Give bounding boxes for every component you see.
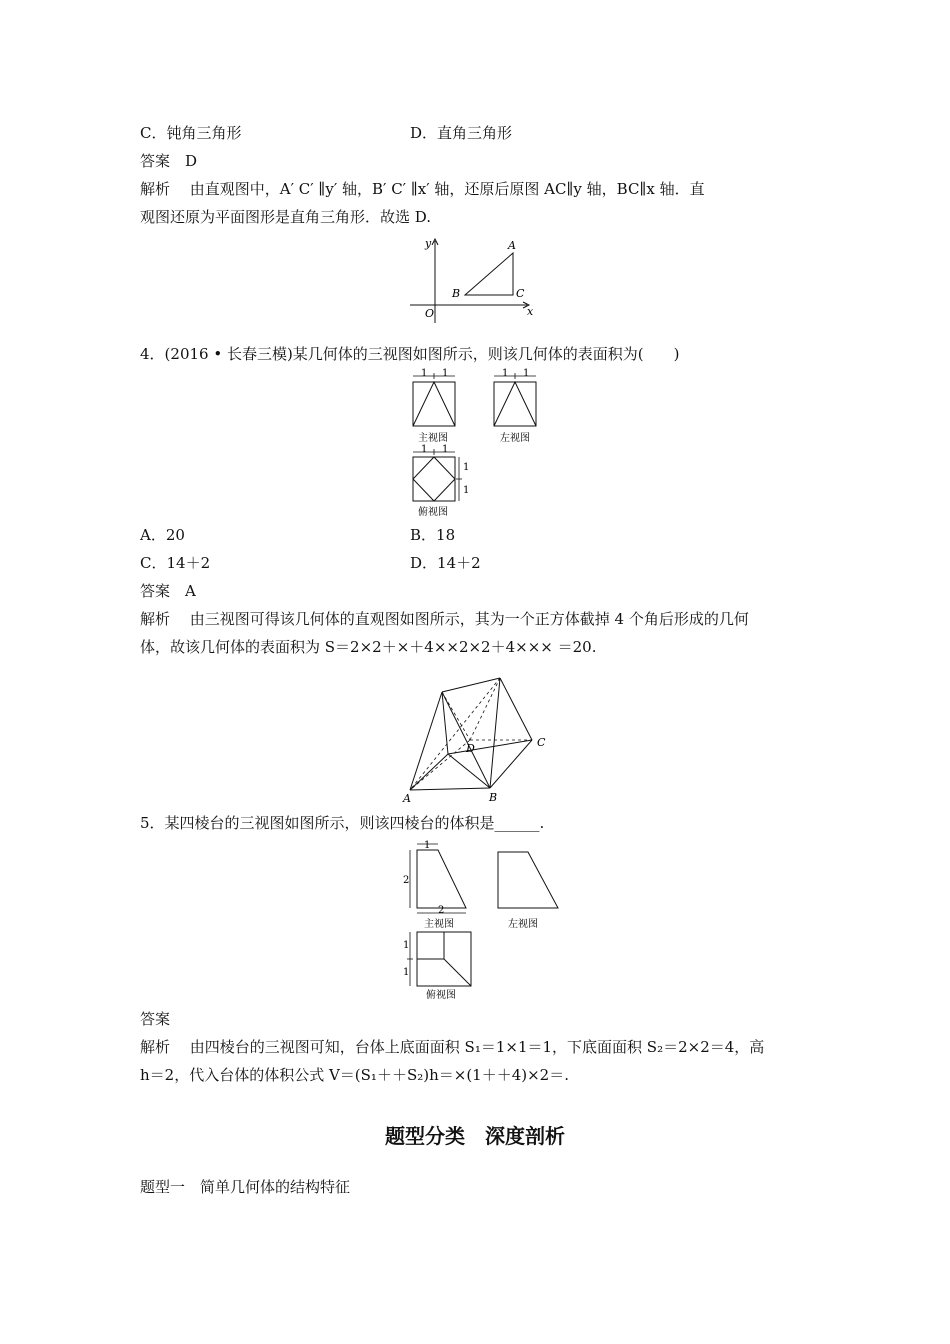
dim-label: 1 bbox=[424, 840, 431, 851]
axis-x-label: x bbox=[527, 305, 534, 318]
analysis-line: 解析 由三视图可得该几何体的直观图如图所示，其为一个正方体截掉 4 个角后形成的几何 bbox=[140, 610, 749, 628]
right-triangle-figure bbox=[405, 235, 545, 325]
axis-y-label: y bbox=[425, 237, 432, 250]
vertex-b-label: B bbox=[452, 287, 461, 300]
dim-label: 2 bbox=[403, 875, 410, 886]
analysis-line: 体，故该几何体的表面积为 S＝2×2＋×＋4××2×2＋4××× ＝20. bbox=[140, 638, 597, 656]
vertex-b-label: B bbox=[489, 791, 498, 804]
option-c: C．钝角三角形 bbox=[140, 124, 242, 142]
frustum-views-figure bbox=[400, 838, 570, 1003]
dim-label: 1 bbox=[421, 368, 428, 379]
vertex-a-label: A bbox=[403, 792, 411, 805]
option-d: D．直角三角形 bbox=[410, 124, 513, 142]
front-view-caption: 主视图 bbox=[424, 919, 454, 930]
top-view-caption: 俯视图 bbox=[418, 507, 448, 518]
vertex-a-label: A bbox=[508, 239, 516, 252]
dim-label: 1 bbox=[523, 368, 530, 379]
topic-title: 题型一 简单几何体的结构特征 bbox=[140, 1178, 351, 1196]
side-view-caption: 左视图 bbox=[508, 919, 538, 930]
option-c: C．14＋2 bbox=[140, 554, 211, 572]
dim-label: 1 bbox=[421, 444, 428, 455]
dim-label: 1 bbox=[403, 940, 410, 951]
front-view-caption: 主视图 bbox=[418, 433, 448, 444]
section-heading: 题型分类 深度剖析 bbox=[385, 1124, 565, 1148]
vertex-c-label: C bbox=[537, 736, 546, 749]
side-view-caption: 左视图 bbox=[500, 433, 530, 444]
answer: 答案 bbox=[140, 1010, 171, 1028]
answer: 答案 D bbox=[140, 152, 198, 170]
answer: 答案 A bbox=[140, 582, 196, 600]
dim-label: 1 bbox=[442, 368, 449, 379]
vertex-c-label: C bbox=[516, 287, 525, 300]
dim-label: 1 bbox=[403, 967, 410, 978]
vertex-d-label: D bbox=[466, 742, 475, 755]
dim-label: 1 bbox=[463, 462, 470, 473]
solid-figure bbox=[400, 670, 560, 805]
analysis-line: h＝2，代入台体的体积公式 V＝(S₁＋＋S₂)h＝×(1＋＋4)×2＝. bbox=[140, 1066, 569, 1084]
analysis-line: 解析 由直观图中，A′ C′ ∥y′ 轴，B′ C′ ∥x′ 轴，还原后原图 AC∥y 轴，BC∥x 轴．直 bbox=[140, 180, 705, 198]
option-b: B．18 bbox=[410, 526, 456, 544]
question-stem: 4．(2016 • 长春三模)某几何体的三视图如图所示，则该几何体的表面积为( ) bbox=[140, 345, 680, 363]
origin-label: O bbox=[425, 307, 435, 320]
analysis-line: 解析 由四棱台的三视图可知，台体上底面面积 S₁＝1×1＝1，下底面面积 S₂＝2×2＝4，高 bbox=[140, 1038, 765, 1056]
dim-label: 1 bbox=[442, 444, 449, 455]
top-view-caption: 俯视图 bbox=[426, 990, 456, 1001]
analysis-line: 观图还原为平面图形是直角三角形．故选 D. bbox=[140, 208, 432, 226]
dim-label: 1 bbox=[502, 368, 509, 379]
three-views-figure bbox=[408, 370, 548, 520]
option-a: A．20 bbox=[140, 526, 185, 544]
dim-label: 2 bbox=[438, 905, 445, 916]
option-d: D．14＋2 bbox=[410, 554, 481, 572]
dim-label: 1 bbox=[463, 485, 470, 496]
question-stem: 5．某四棱台的三视图如图所示，则该四棱台的体积是______. bbox=[140, 814, 545, 832]
